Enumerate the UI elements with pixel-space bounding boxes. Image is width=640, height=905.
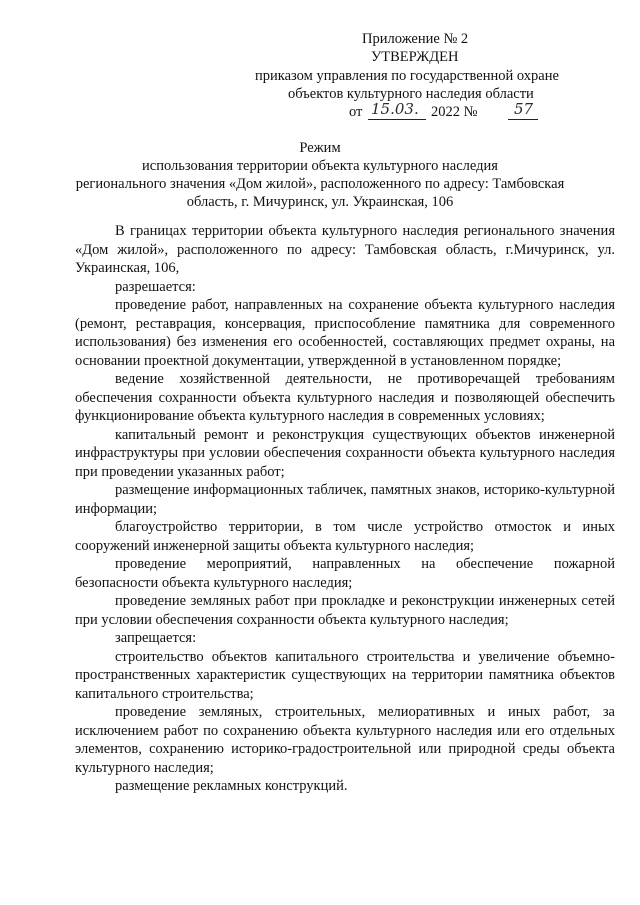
year-number-label: 2022 № — [431, 104, 478, 120]
date-prefix: от — [349, 104, 363, 120]
order-line-1: приказом управления по государственной охране — [255, 68, 559, 84]
approved-label: УТВЕРЖДЕН — [371, 49, 459, 65]
allowed-heading: разрешается: — [115, 278, 196, 295]
allowed-item: проведение мероприятий, направленных на обеспечение пожарной безопасности объекта культурного наследия; — [75, 556, 615, 591]
number-underline — [508, 119, 538, 120]
handwritten-number: 57 — [514, 100, 534, 118]
intro-paragraph: В границах территории объекта культурного наследия регионального значения «Дом жилой», расположенного по адресу: Тамбовская область, г.Мичуринск, ул. Украинская, 106, — [75, 223, 615, 276]
date-underline — [368, 119, 426, 120]
forbidden-item: строительство объектов капитального строительства и увеличение объемно-пространственных характеристик существующих на территории памятника объектов капитального строительства; — [75, 648, 615, 702]
allowed-item: размещение информационных табличек, памятных знаков, историко-культурной информации; — [75, 482, 615, 517]
allowed-item: благоустройство территории, в том числе устройство отмосток и иных сооружений инженерной защиты объекта культурного наследия; — [75, 519, 615, 554]
allowed-item: ведение хозяйственной деятельности, не противоречащей требованиям обеспечения сохранности объекта культурного наследия и позволяющей обеспечить функционирование объекта культурного наследия в современных условиях; — [75, 371, 615, 424]
forbidden-item: проведение земляных, строительных, мелиоративных и иных работ, за исключением работ по сохранению объекта культурного наследия или его отдельных элементов, сохранению историко-градостроительной или природной среды объекта культурного наследия; — [75, 704, 615, 776]
allowed-item: капитальный ремонт и реконструкция существующих объектов инженерной инфраструктуры при условии обеспечения сохранности объекта культурного наследия при проведении указанных работ; — [75, 426, 615, 480]
document-body — [75, 222, 615, 796]
handwritten-date: 15.03. — [371, 100, 419, 118]
title-regime: Режим — [299, 140, 341, 156]
allowed-item: проведение работ, направленных на сохранение объекта культурного наследия (ремонт, реставрация, консервация, приспособление памятника для современного использования) без изменения его особенностей, составляющих предмет охраны, на основании проектной документации, утвержденной в установленном порядке; — [75, 297, 615, 369]
title-line-4: область, г. Мичуринск, ул. Украинская, 106 — [186, 194, 454, 210]
forbidden-heading: запрещается: — [115, 630, 197, 646]
title-line-2: использования территории объекта культурного наследия — [142, 158, 498, 174]
order-line-2: объектов культурного наследия области — [288, 86, 534, 102]
title-line-3: регионального значения «Дом жилой», расположенного по адресу: Тамбовская — [75, 176, 565, 192]
appendix-label: Приложение № 2 — [362, 31, 469, 47]
forbidden-item: размещение рекламных конструкций. — [115, 778, 348, 794]
allowed-item: проведение земляных работ при прокладке и реконструкции инженерных сетей при условии обеспечения сохранности объекта культурного наследия; — [75, 593, 615, 628]
